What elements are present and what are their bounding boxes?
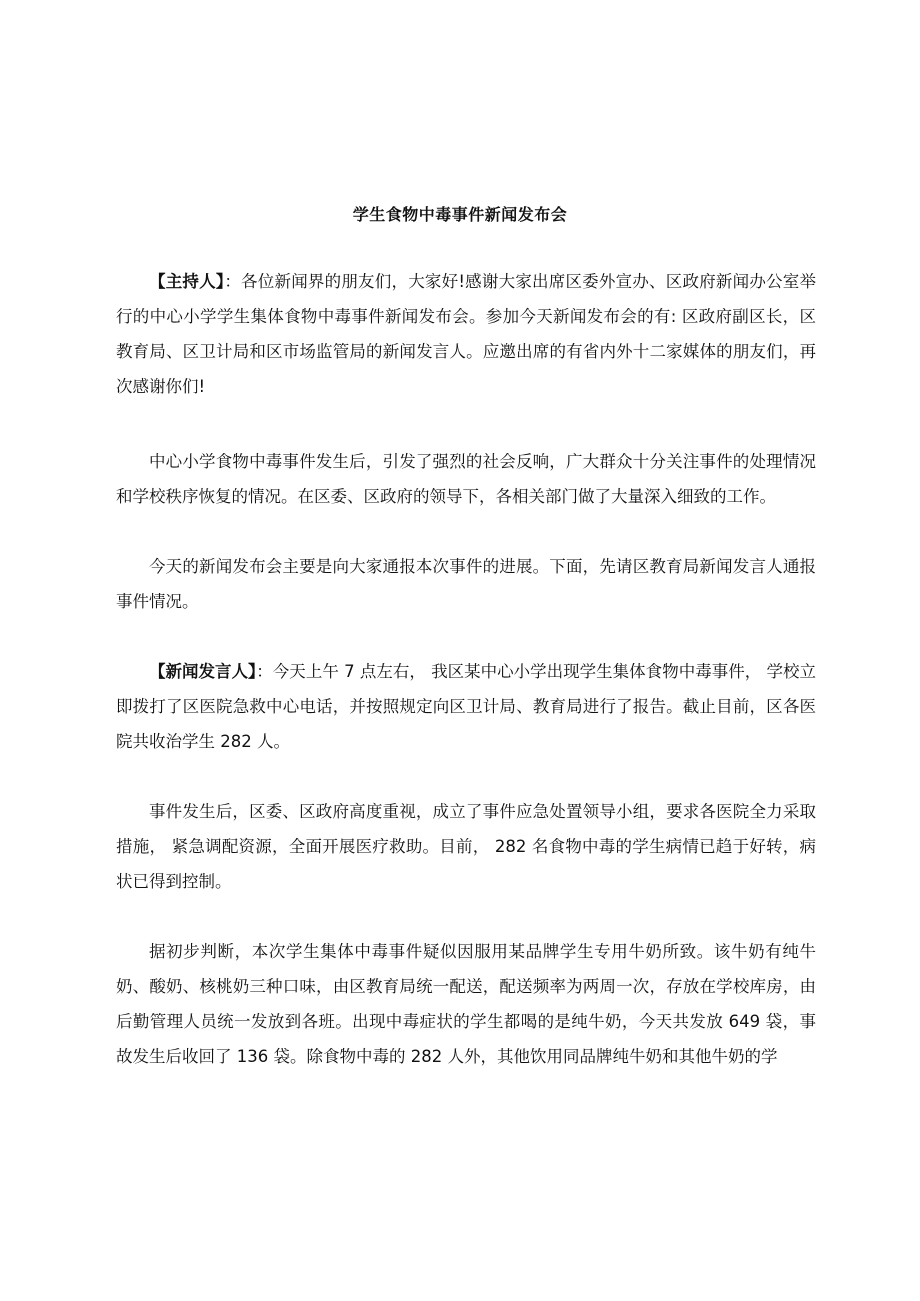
paragraph-treatment	[116, 794, 816, 899]
paragraph-text: 中心小学食物中毒事件发生后，引发了强烈的社会反响，广大群众十分关注事件的处理情况和学校秩序恢复的情况。在区委、区政府的领导下，各相关部门做了大量深入细致的工作。	[116, 452, 816, 506]
speaker-label-spokesperson: 【新闻发言人】	[149, 662, 257, 681]
paragraph-host-opening	[116, 264, 816, 404]
paragraph-cause-analysis	[116, 934, 816, 1074]
paragraph-text: 事件发生后，区委、区政府高度重视，成立了事件应急处置领导小组，要求各医院全力采取措施， 紧急调配资源，全面开展医疗救助。目前， 282 名食物中毒的学生病情已趋于好转，病状已得到控制。	[116, 802, 816, 891]
paragraph-spokesperson-report	[116, 654, 816, 759]
document-title: 学生食物中毒事件新闻发布会	[352, 205, 568, 224]
paragraph-text: ：今天上午 7 点左右， 我区某中心小学出现学生集体食物中毒事件， 学校立即拨打了区医院急救中心电话，并按照规定向区卫计局、教育局进行了报告。截止目前，区各医院共收治学生 282 人。	[116, 662, 816, 751]
paragraph-incident-response	[116, 444, 816, 514]
paragraph-text: 据初步判断，本次学生集体中毒事件疑似因服用某品牌学生专用牛奶所致。该牛奶有纯牛奶、酸奶、核桃奶三种口味，由区教育局统一配送，配送频率为两周一次，存放在学校库房，由后勤管理人员统一发放到各班。出现中毒症状的学生都喝的是纯牛奶，今天共发放 649 袋，事故发生后收回了 136 袋。除食物中毒的 282 人外，其他饮用同品牌纯牛奶和其他牛奶的学	[116, 942, 816, 1066]
speaker-label-host: 【主持人】	[149, 272, 225, 291]
paragraph-agenda	[116, 549, 816, 619]
paragraph-text: 今天的新闻发布会主要是向大家通报本次事件的进展。下面，先请区教育局新闻发言人通报事件情况。	[116, 557, 816, 611]
paragraph-text: ：各位新闻界的朋友们，大家好!感谢大家出席区委外宣办、区政府新闻办公室举行的中心小学学生集体食物中毒事件新闻发布会。参加今天新闻发布会的有: 区政府副区长，区教育局、区卫计局和区市场监管局的新闻发言人。应邀出席的有省内外十二家媒体的朋友们，再次感谢你们!	[116, 272, 816, 396]
